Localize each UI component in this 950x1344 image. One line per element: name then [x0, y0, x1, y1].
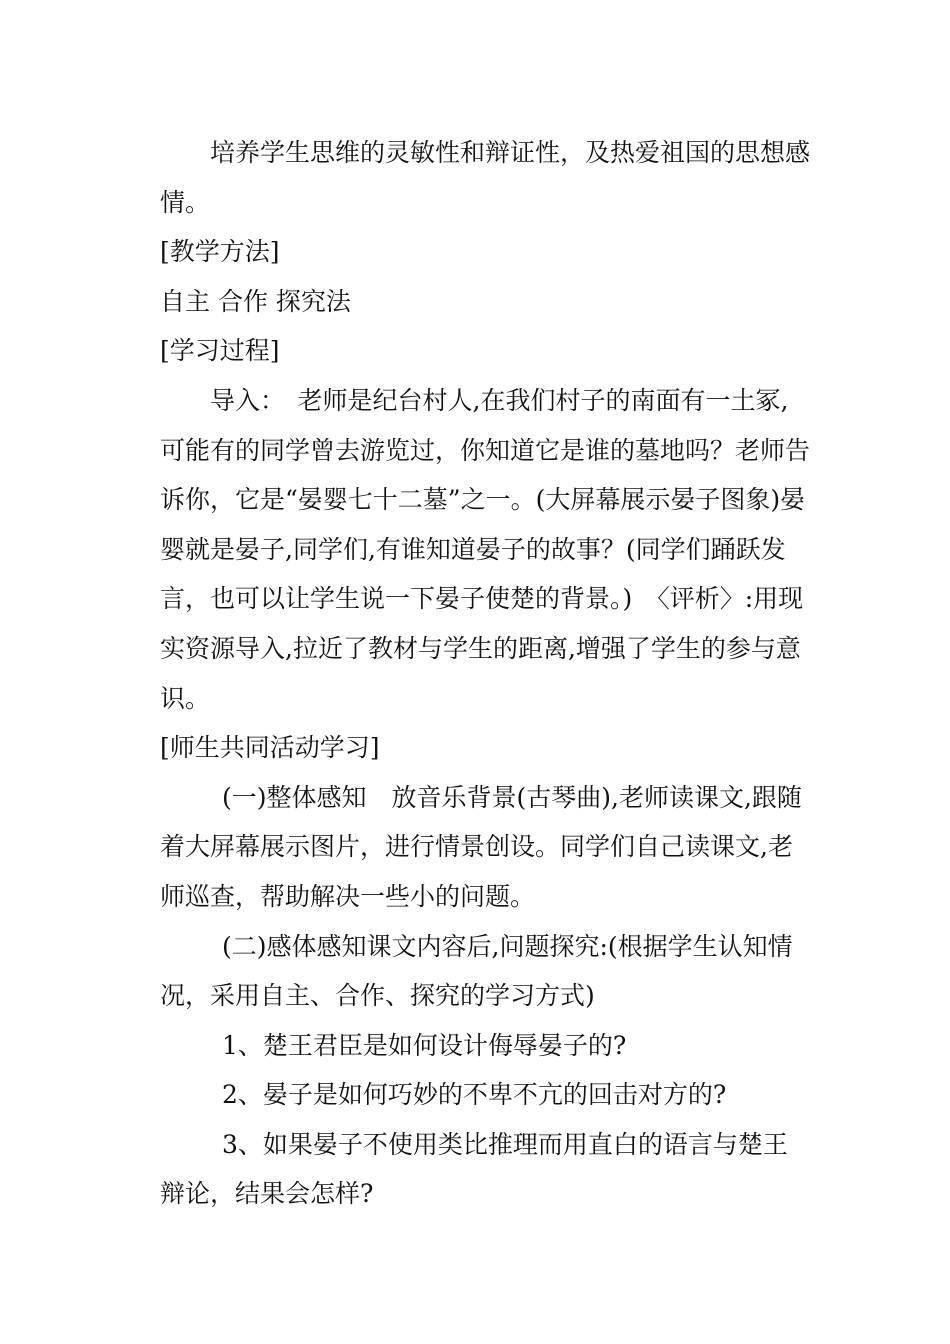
introduction-paragraph: 导入： 老师是纪台村人,在我们村子的南面有一土冢,可能有的同学曾去游览过，你知道它是谁的墓地吗？老师告诉你，它是“晏婴七十二墓”之一。(大屏幕展示晏子图象)晏婴就是晏子,同学们,有谁知道晏子的故事？(同学们踊跃发言，也可以让学生说一下晏子使楚的背景。) 〈评析〉:用现实资源导入,拉近了教材与学生的距离,增强了学生的参与意识。: [160, 385, 811, 713]
part-one-paragraph: (一)整体感知 放音乐背景(古琴曲),老师读课文,跟随着大屏幕展示图片，进行情景创设。同学们自己读课文,老师巡查，帮助解决一些小的问题。: [160, 782, 802, 911]
teaching-method-heading: [教学方法]: [160, 237, 280, 267]
document-body: [160, 128, 810, 1219]
objective-paragraph: 培养学生思维的灵敏性和辩证性，及热爱祖国的思想感情。: [160, 138, 811, 217]
part-two-paragraph: (二)感体感知课文内容后,问题探究:(根据学生认知情况，采用自主、合作、探究的学习方式): [160, 931, 793, 1011]
question-one: 1、楚王君臣是如何设计侮辱晏子的?: [222, 1030, 627, 1060]
question-three: 3、如果晏子不使用类比推理而用直白的语言与楚王辩论，结果会怎样?: [160, 1129, 788, 1209]
question-two: 2、晏子是如何巧妙的不卑不亢的回击对方的?: [222, 1080, 727, 1110]
learning-process-heading: [学习过程]: [160, 336, 280, 366]
teaching-method-text: 自主 合作 探究法: [160, 286, 351, 316]
joint-activity-heading: [师生共同活动学习]: [160, 733, 380, 763]
